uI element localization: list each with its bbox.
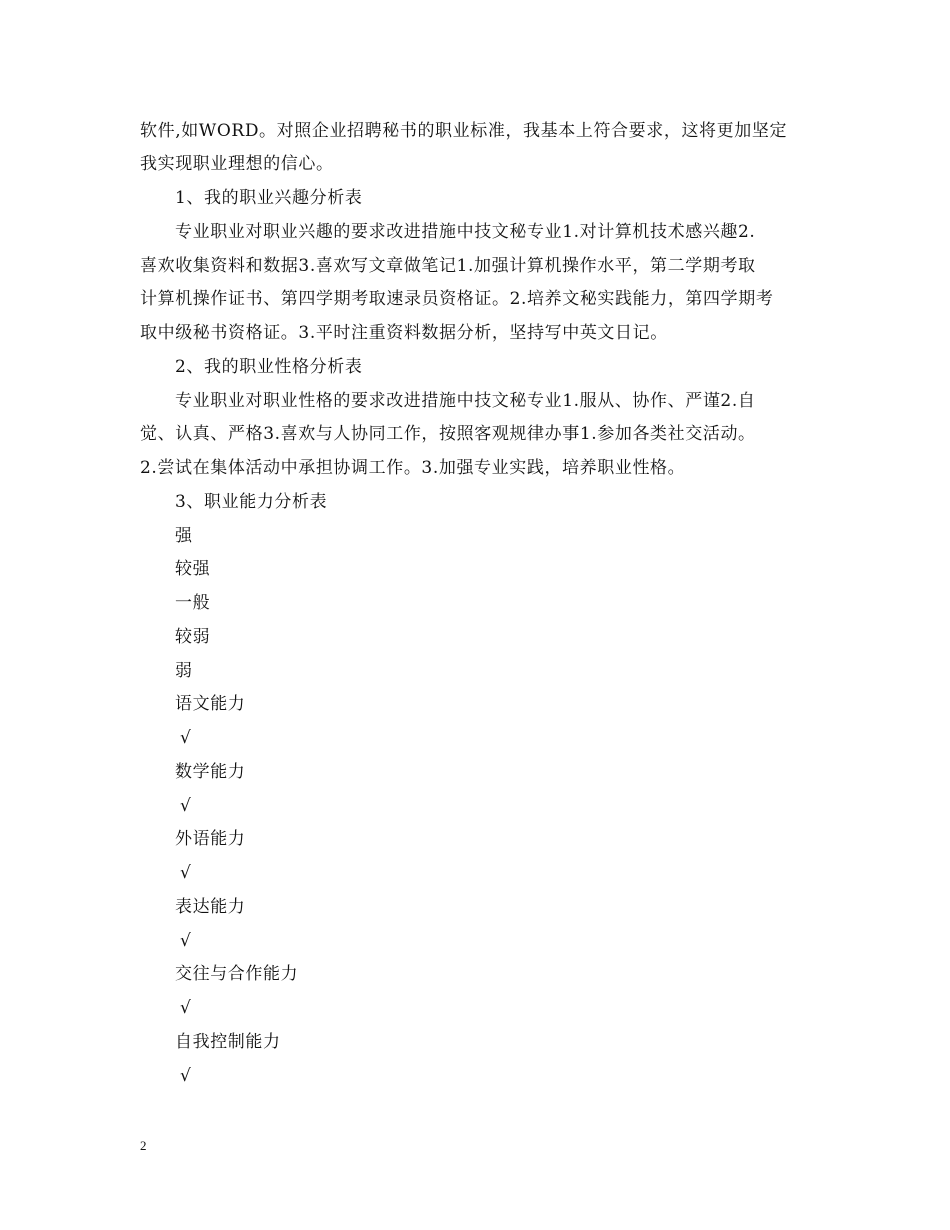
checkmark: √ [180, 796, 192, 816]
paragraph-line: 取中级秘书资格证。3.平时注重资料数据分析，坚持写中英文日记。 [140, 323, 668, 343]
ability-math: 数学能力 [175, 762, 246, 782]
ability-level-weak: 弱 [175, 661, 193, 681]
section-heading-ability: 3、职业能力分析表 [175, 492, 328, 512]
ability-expression: 表达能力 [175, 897, 246, 917]
checkmark: √ [180, 1066, 192, 1086]
paragraph-line: 专业职业对职业兴趣的要求改进措施中技文秘专业1.对计算机技术感兴趣2. [175, 222, 756, 242]
section-heading-personality: 2、我的职业性格分析表 [175, 357, 363, 377]
paragraph-line: 计算机操作证书、第四学期考取速录员资格证。2.培养文秘实践能力，第四学期考 [140, 289, 774, 309]
ability-level-fairly-weak: 较弱 [175, 627, 211, 647]
paragraph-line: 我实现职业理想的信心。 [140, 154, 334, 174]
page-number: 2 [140, 1138, 147, 1153]
ability-level-fairly-strong: 较强 [175, 559, 211, 579]
checkmark: √ [180, 931, 192, 951]
paragraph-line: 2.尝试在集体活动中承担协调工作。3.加强专业实践，培养职业性格。 [140, 458, 686, 478]
ability-foreign-language: 外语能力 [175, 829, 246, 849]
checkmark: √ [180, 863, 192, 883]
section-heading-interest: 1、我的职业兴趣分析表 [175, 188, 363, 208]
paragraph-line: 喜欢收集资料和数据3.喜欢写文章做笔记1.加强计算机操作水平，第二学期考取 [140, 256, 756, 276]
paragraph-line: 软件,如WORD。对照企业招聘秘书的职业标准，我基本上符合要求，这将更加坚定 [140, 121, 788, 141]
paragraph-line: 专业职业对职业性格的要求改进措施中技文秘专业1.服从、协作、严谨2.自 [175, 391, 756, 411]
ability-self-control: 自我控制能力 [175, 1032, 281, 1052]
ability-chinese: 语文能力 [175, 694, 246, 714]
ability-communication-cooperation: 交往与合作能力 [175, 964, 299, 984]
paragraph-line: 觉、认真、严格3.喜欢与人协同工作，按照客观规律办事1.参加各类社交活动。 [140, 424, 756, 444]
ability-level-strong: 强 [175, 526, 193, 546]
checkmark: √ [180, 998, 192, 1018]
ability-level-average: 一般 [175, 593, 211, 613]
checkmark: √ [180, 728, 192, 748]
